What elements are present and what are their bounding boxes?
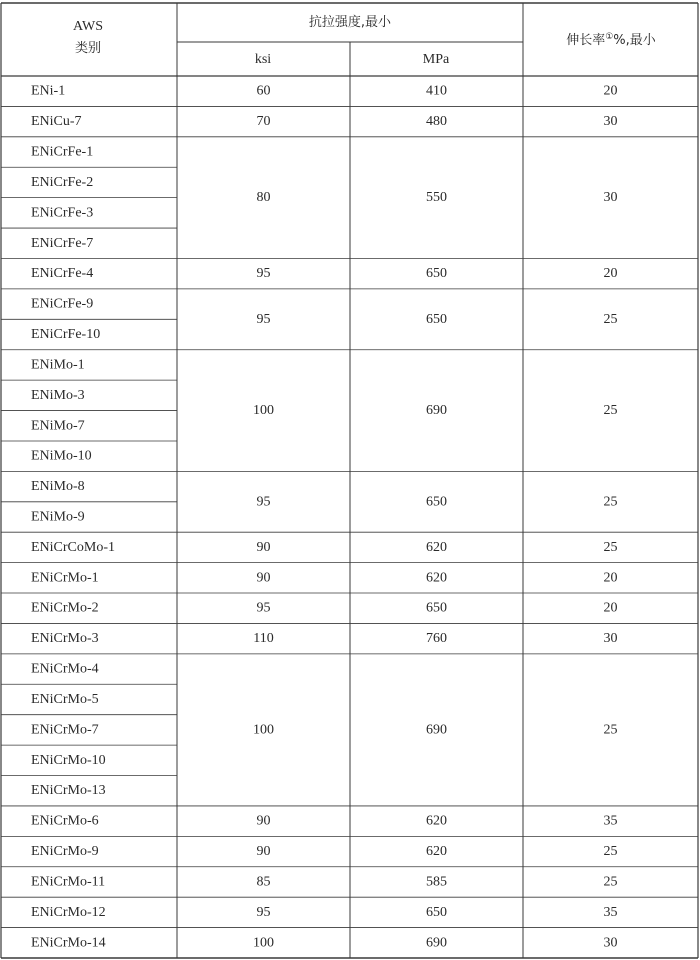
- cell-ksi: 90: [256, 570, 271, 586]
- cell-aws-class: ENiCrMo-7: [31, 722, 99, 738]
- cell-mpa: 650: [426, 904, 447, 920]
- cell-elongation: 30: [603, 114, 618, 130]
- cell-ksi: 95: [256, 266, 271, 282]
- cell-aws-class: ENiCrFe-9: [31, 296, 94, 312]
- cell-aws-class: ENiMo-7: [31, 418, 85, 434]
- cell-aws-class: ENiCrMo-9: [31, 844, 99, 860]
- cell-mpa: 650: [426, 311, 447, 327]
- table-body: [31, 84, 618, 951]
- cell-aws-class: ENiCrFe-2: [31, 174, 94, 190]
- cell-aws-class: ENiCrMo-13: [31, 783, 106, 799]
- header-elongation: [566, 32, 657, 48]
- cell-aws-class: ENiCrFe-10: [31, 327, 101, 343]
- cell-mpa: 650: [426, 494, 447, 510]
- cell-elongation: 35: [603, 904, 618, 920]
- cell-aws-class: ENiCrMo-1: [31, 570, 99, 586]
- cell-elongation: 30: [603, 631, 618, 647]
- cell-aws-class: ENiCrFe-1: [31, 144, 94, 160]
- cell-mpa: 550: [426, 190, 447, 206]
- cell-aws-class: ENiCu-7: [31, 114, 82, 130]
- cell-ksi: 90: [256, 539, 271, 555]
- cell-aws-class: ENiCrMo-5: [31, 691, 99, 707]
- header-elongation-note-mark: ①: [605, 32, 614, 42]
- cell-elongation: 20: [603, 83, 618, 99]
- cell-aws-class: ENiMo-1: [31, 357, 85, 373]
- cell-mpa: 650: [426, 600, 447, 616]
- cell-aws-class: ENiCrFe-4: [31, 266, 94, 282]
- cell-elongation: 35: [603, 813, 618, 829]
- cell-ksi: 110: [253, 631, 274, 647]
- cell-mpa: 585: [426, 874, 447, 890]
- cell-aws-class: ENiCrFe-3: [31, 205, 94, 221]
- cell-mpa: 690: [426, 935, 447, 951]
- cell-elongation: 25: [603, 874, 618, 890]
- cell-mpa: 650: [426, 266, 447, 282]
- header-class-line2: 类别: [74, 41, 102, 56]
- cell-mpa: 620: [426, 570, 447, 586]
- cell-mpa: 620: [426, 844, 447, 860]
- cell-mpa: 760: [426, 631, 447, 647]
- cell-aws-class: ENiCrMo-2: [31, 600, 99, 616]
- cell-ksi: 90: [256, 844, 271, 860]
- cell-mpa: 480: [426, 114, 447, 130]
- cell-elongation: 25: [603, 311, 618, 327]
- cell-aws-class: ENi-1: [31, 83, 66, 99]
- cell-elongation: 20: [603, 570, 618, 586]
- cell-ksi: 85: [256, 874, 271, 890]
- header-elongation-label: 伸长率: [566, 33, 606, 48]
- cell-elongation: 25: [603, 403, 618, 419]
- cell-ksi: 100: [253, 403, 274, 419]
- header-tensile-strength: 抗拉强度,最小: [308, 15, 392, 30]
- cell-ksi: 100: [253, 722, 274, 738]
- cell-elongation: 30: [603, 935, 618, 951]
- cell-aws-class: ENiMo-8: [31, 479, 85, 495]
- cell-elongation: 20: [603, 266, 618, 282]
- cell-aws-class: ENiCrMo-4: [31, 661, 99, 677]
- cell-ksi: 95: [256, 494, 271, 510]
- cell-ksi: 80: [256, 190, 271, 206]
- cell-ksi: 90: [256, 813, 271, 829]
- cell-aws-class: ENiCrCoMo-1: [31, 539, 115, 555]
- cell-aws-class: ENiCrMo-11: [31, 874, 106, 890]
- header-class-line1: AWS: [73, 19, 103, 34]
- cell-elongation: 25: [603, 844, 618, 860]
- cell-mpa: 690: [426, 722, 447, 738]
- cell-aws-class: ENiCrMo-14: [31, 935, 106, 951]
- header-unit-ksi: ksi: [254, 52, 272, 67]
- header-unit-mpa: MPa: [422, 52, 450, 67]
- cell-aws-class: ENiMo-9: [31, 509, 85, 525]
- cell-elongation: 25: [603, 539, 618, 555]
- cell-aws-class: ENiCrMo-12: [31, 904, 106, 920]
- cell-mpa: 620: [426, 813, 447, 829]
- cell-ksi: 95: [256, 311, 271, 327]
- cell-aws-class: ENiCrMo-10: [31, 752, 106, 768]
- cell-aws-class: ENiCrFe-7: [31, 235, 94, 251]
- cell-aws-class: ENiCrMo-6: [31, 813, 99, 829]
- cell-elongation: 25: [603, 722, 618, 738]
- cell-mpa: 690: [426, 403, 447, 419]
- cell-ksi: 70: [256, 114, 271, 130]
- table-header: [73, 14, 657, 67]
- header-elongation-suffix: %,最小: [613, 33, 656, 48]
- cell-ksi: 100: [253, 935, 274, 951]
- cell-ksi: 95: [256, 904, 271, 920]
- cell-elongation: 20: [603, 600, 618, 616]
- cell-aws-class: ENiMo-3: [31, 387, 85, 403]
- cell-mpa: 620: [426, 539, 447, 555]
- cell-mpa: 410: [426, 83, 447, 99]
- cell-ksi: 95: [256, 600, 271, 616]
- cell-aws-class: ENiCrMo-3: [31, 631, 99, 647]
- cell-ksi: 60: [256, 83, 271, 99]
- cell-aws-class: ENiMo-10: [31, 448, 92, 464]
- cell-elongation: 25: [603, 494, 618, 510]
- cell-elongation: 30: [603, 190, 618, 206]
